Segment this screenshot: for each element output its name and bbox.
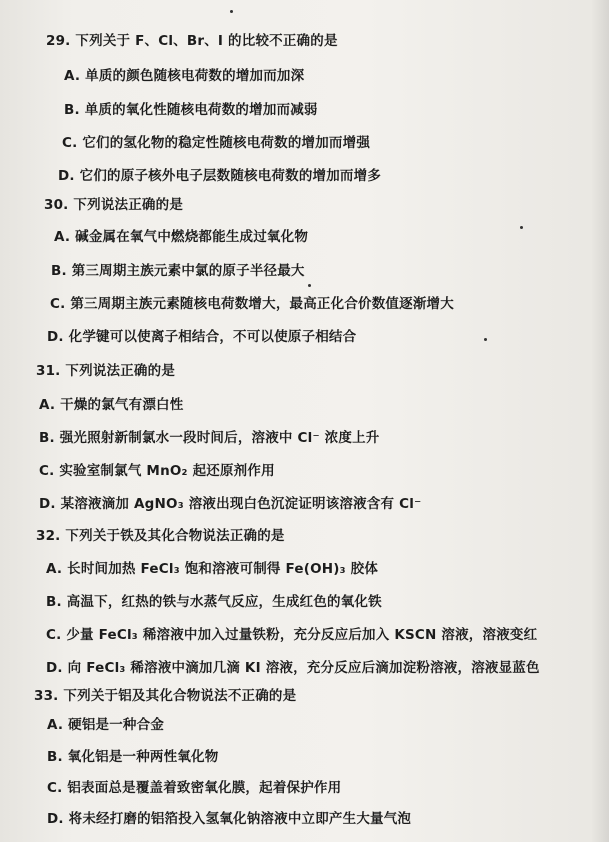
question-33-stem: 33. 下列关于铝及其化合物说法不正确的是: [34, 688, 297, 704]
question-29-stem: 29. 下列关于 F、Cl、Br、I 的比较不正确的是: [46, 33, 338, 49]
scan-speck: [308, 284, 311, 287]
question-33-option-c: C. 铝表面总是覆盖着致密氧化膜，起着保护作用: [47, 780, 342, 796]
question-32-option-d: D. 向 FeCl₃ 稀溶液中滴加几滴 KI 溶液，充分反应后滴加淀粉溶液，溶液显蓝色: [46, 660, 540, 676]
question-33-option-a: A. 硬铝是一种合金: [47, 717, 165, 733]
question-29-option-c: C. 它们的氢化物的稳定性随核电荷数的增加而增强: [62, 135, 371, 151]
question-32-option-b: B. 高温下，红热的铁与水蒸气反应，生成红色的氧化铁: [46, 594, 382, 610]
question-32-option-a: A. 长时间加热 FeCl₃ 饱和溶液可制得 Fe(OH)₃ 胶体: [46, 561, 379, 577]
question-30-option-d: D. 化学键可以使离子相结合，不可以使原子相结合: [47, 329, 357, 345]
scan-speck: [484, 338, 487, 341]
question-29-option-b: B. 单质的氧化性随核电荷数的增加而减弱: [64, 102, 318, 118]
question-31-stem: 31. 下列说法正确的是: [36, 363, 176, 379]
scan-speck: [230, 10, 233, 13]
question-31-option-c: C. 实验室制氯气 MnO₂ 起还原剂作用: [39, 463, 275, 479]
question-30-option-b: B. 第三周期主族元素中氯的原子半径最大: [51, 263, 305, 279]
question-29-option-a: A. 单质的颜色随核电荷数的增加而加深: [64, 68, 305, 84]
question-31-option-d: D. 某溶液滴加 AgNO₃ 溶液出现白色沉淀证明该溶液含有 Cl⁻: [39, 496, 422, 512]
question-30-stem: 30. 下列说法正确的是: [44, 197, 184, 213]
page-edge-shadow: [591, 0, 609, 842]
question-32-stem: 32. 下列关于铁及其化合物说法正确的是: [36, 528, 285, 544]
question-30-option-c: C. 第三周期主族元素随核电荷数增大，最高正化合价数值逐渐增大: [50, 296, 454, 312]
scan-speck: [520, 226, 523, 229]
question-31-option-b: B. 强光照射新制氯水一段时间后，溶液中 Cl⁻ 浓度上升: [39, 430, 380, 446]
question-30-option-a: A. 碱金属在氧气中燃烧都能生成过氧化物: [54, 229, 309, 245]
question-33-option-d: D. 将未经打磨的铝箔投入氢氧化钠溶液中立即产生大量气泡: [47, 811, 412, 827]
question-32-option-c: C. 少量 FeCl₃ 稀溶液中加入过量铁粉，充分反应后加入 KSCN 溶液，溶液变红: [46, 627, 538, 643]
question-33-option-b: B. 氧化铝是一种两性氧化物: [47, 749, 219, 765]
question-29-option-d: D. 它们的原子核外电子层数随核电荷数的增加而增多: [58, 168, 382, 184]
question-31-option-a: A. 干燥的氯气有漂白性: [39, 397, 184, 413]
